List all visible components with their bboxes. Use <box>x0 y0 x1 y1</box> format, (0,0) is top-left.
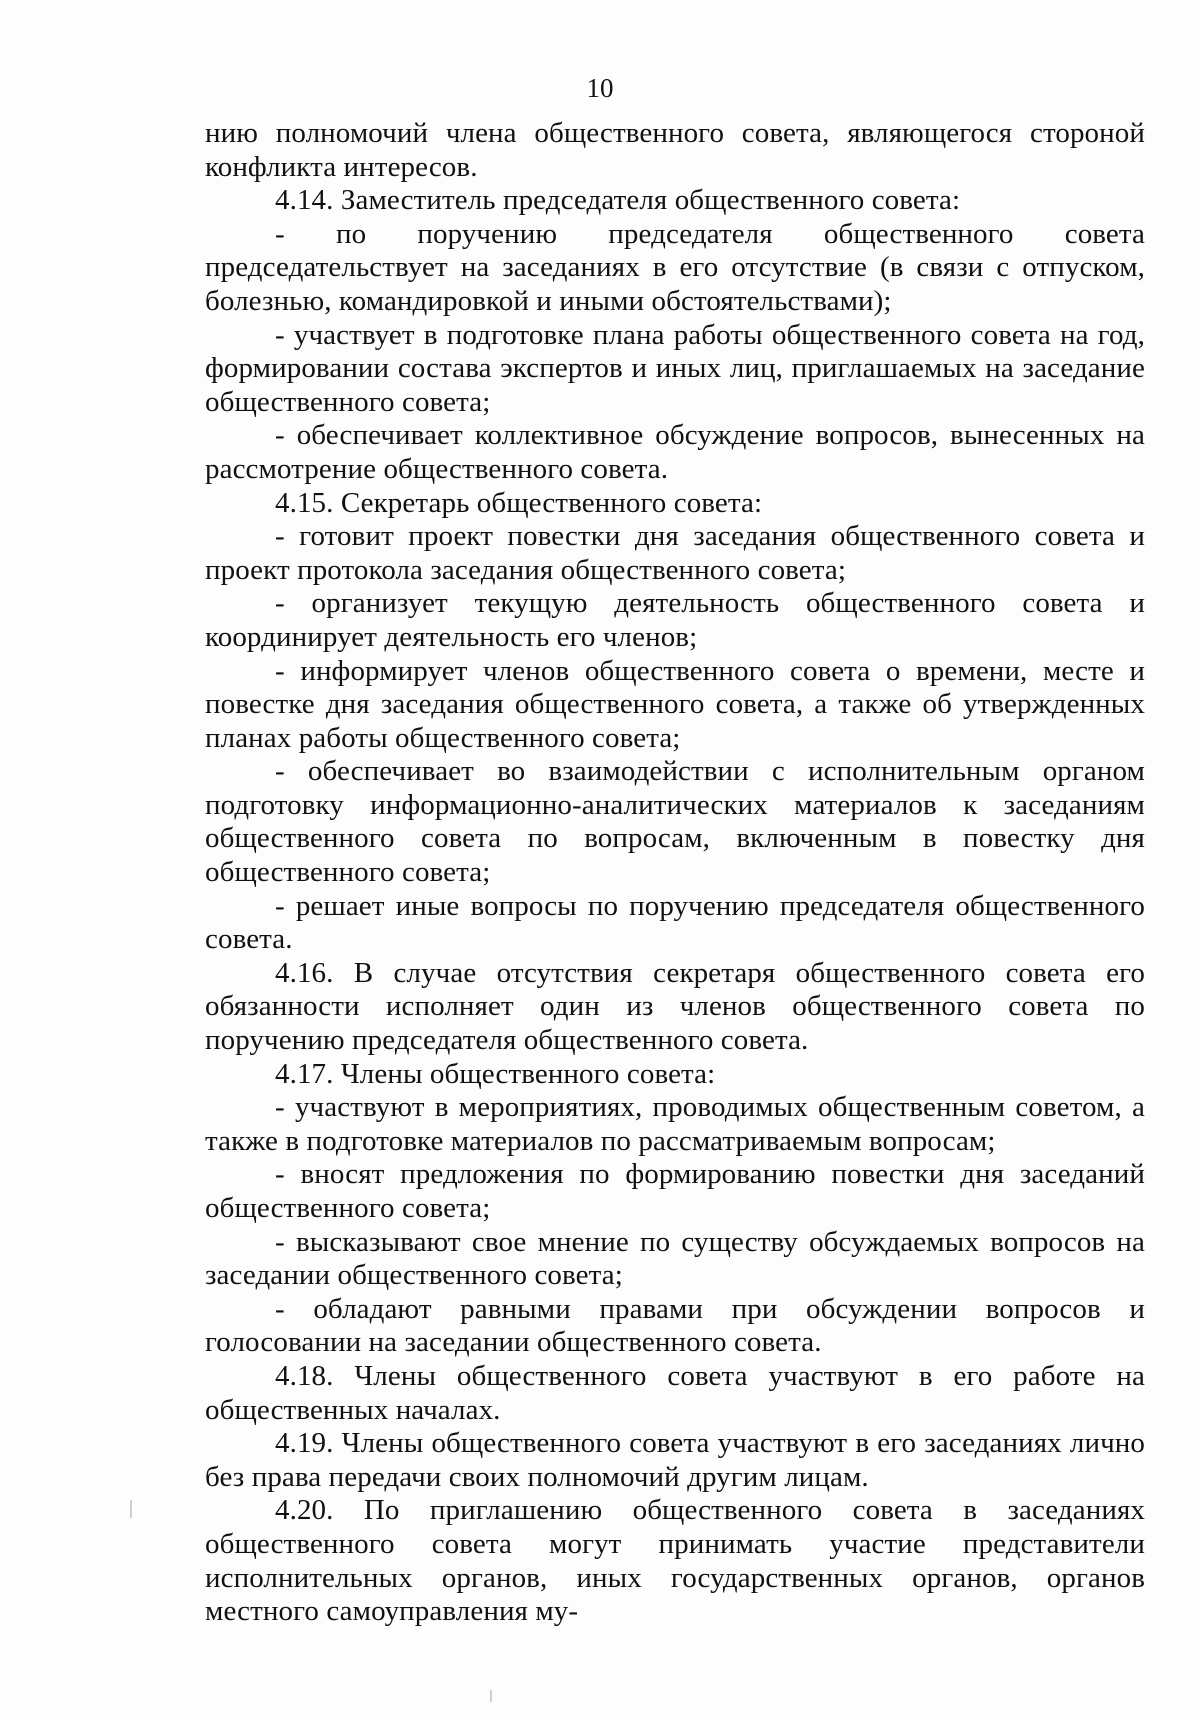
scan-artifact <box>130 1500 132 1518</box>
list-item: - организует текущую деятельность общественного совета и координирует деятельность его членов; <box>205 587 1145 653</box>
list-item: - решает иные вопросы по поручению председателя общественного совета. <box>205 889 1145 956</box>
list-item: - обеспечивает во взаимодействии с исполнительным органом подготовку информационно-аналитических материалов к заседаниям общественного совета по вопросам, включенным в повестку дня общественного совета; <box>205 755 1145 889</box>
paragraph: нию полномочий члена общественного совета, являющегося стороной конфликта интересов. <box>205 117 1145 183</box>
paragraph-4-18: 4.18. Члены общественного совета участвуют в его работе на общественных началах. <box>205 1359 1145 1426</box>
list-item: - информирует членов общественного совета о времени, месте и повестке дня заседания общественного совета, а также об утвержденных планах работы общественного совета; <box>205 654 1145 754</box>
list-item: - по поручению председателя общественного совета председательствует на заседаниях в его отсутствие (в связи с отпуском, болезнью, командировкой и иными обстоятельствами); <box>205 217 1145 317</box>
page-number: 10 <box>586 73 614 103</box>
list-item: - участвует в подготовке плана работы общественного совета на год, формировании состава экспертов и иных лиц, приглашаемых на заседание общественного совета; <box>205 318 1145 418</box>
document-body <box>205 117 1145 1629</box>
section-heading-4-17: 4.17. Члены общественного совета: <box>275 1057 716 1090</box>
list-item: - вносят предложения по формированию повестки дня заседаний общественного совета; <box>205 1158 1145 1224</box>
paragraph-4-19: 4.19. Члены общественного совета участвуют в его заседаниях лично без права передачи своих полномочий другим лицам. <box>205 1427 1145 1493</box>
list-item: - обеспечивает коллективное обсуждение вопросов, вынесенных на рассмотрение общественного совета. <box>205 419 1145 485</box>
list-item: - готовит проект повестки дня заседания общественного совета и проект протокола заседания общественного совета; <box>205 520 1145 586</box>
list-item: - обладают равными правами при обсуждении вопросов и голосовании на заседании общественного совета. <box>205 1292 1145 1359</box>
section-heading-4-15: 4.15. Секретарь общественного совета: <box>275 486 763 519</box>
paragraph-4-20: 4.20. По приглашению общественного совета в заседаниях общественного совета могут принимать участие представители исполнительных органов, иных государственных органов, органов местного самоуправления му- <box>205 1494 1145 1628</box>
list-item: - высказывают свое мнение по существу обсуждаемых вопросов на заседании общественного совета; <box>205 1225 1145 1292</box>
section-heading-4-14: 4.14. Заместитель председателя общественного совета: <box>275 184 961 217</box>
scan-artifact <box>490 1690 492 1702</box>
paragraph-4-16: 4.16. В случае отсутствия секретаря общественного совета его обязанности исполняет один из членов общественного совета по поручению председателя общественного совета. <box>205 956 1145 1057</box>
list-item: - участвуют в мероприятиях, проводимых общественным советом, а также в подготовке материалов по рассматриваемым вопросам; <box>205 1091 1145 1157</box>
